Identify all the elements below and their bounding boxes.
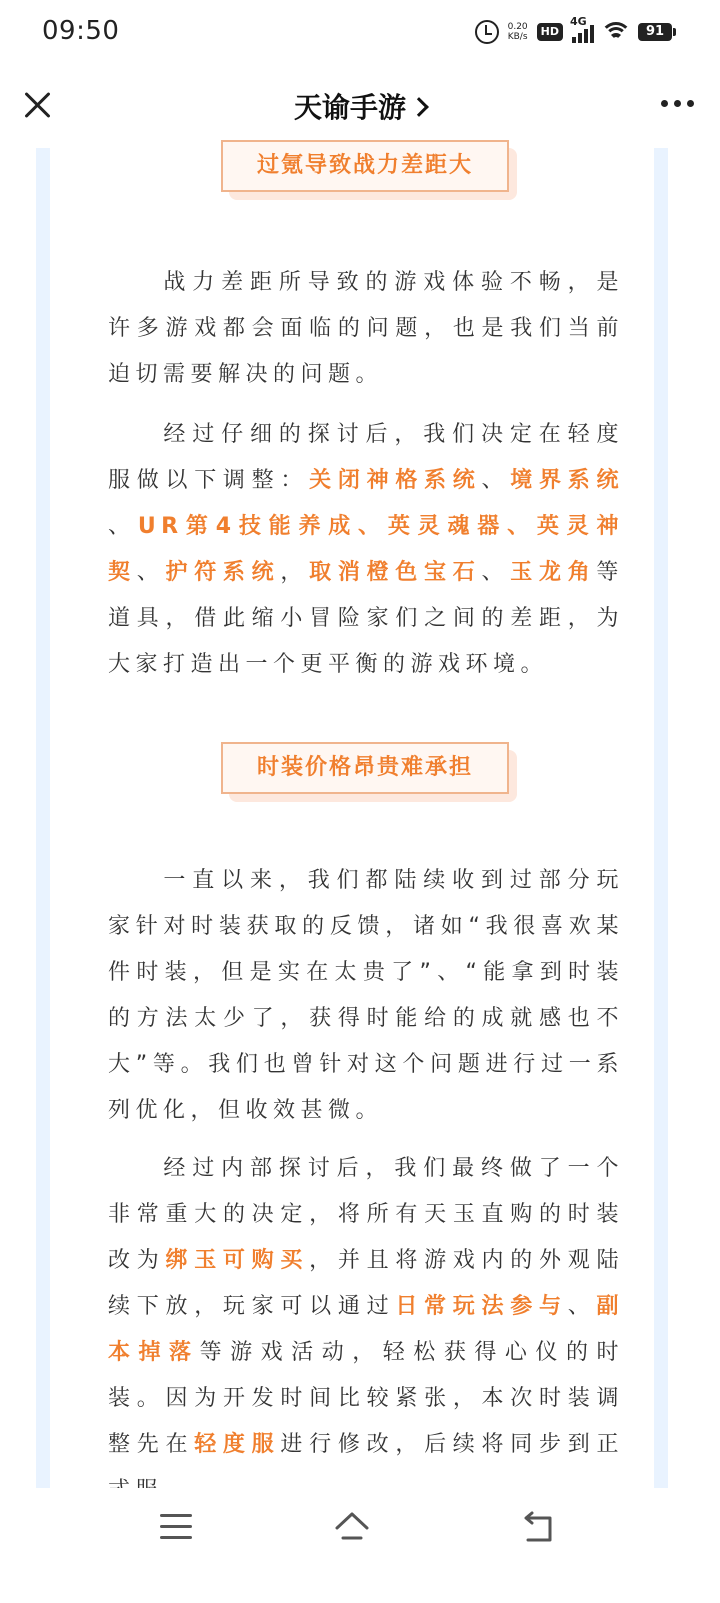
text-run: 一直以来，我们都陆续收到过部分玩家针对时装获取的反馈，诸如“我很喜欢某件时装，但是实在太贵了”、“能拿到时装的方法太少了，获得时能给的成就感也不大”等。我们也曾针对这个问题进行过一系列优化，但收效甚微。 (108, 868, 624, 1123)
text-run: 、 (108, 514, 138, 539)
net-speed-value: 0.20 (507, 22, 528, 32)
page-title[interactable]: 天谕手游 (293, 91, 406, 124)
highlight-run: 副本掉落 (108, 1294, 624, 1365)
section-heading-1 (221, 140, 509, 192)
status-time: 09:50 (42, 16, 120, 46)
article-body (50, 148, 654, 1488)
highlight-run: 关闭神格系统 (309, 468, 482, 493)
highlight-run: 护符系统 (165, 560, 281, 585)
highlight-run: 玉龙角 (510, 560, 597, 585)
battery-icon: 91 (638, 23, 672, 41)
status-icons (475, 15, 672, 46)
highlight-run: UR第4技能养成、英灵魂器、英灵神契 (108, 514, 624, 585)
menu-icon[interactable] (160, 1514, 192, 1540)
highlight-run: 取消橙色宝石 (309, 560, 482, 585)
text-run: 、 (481, 560, 511, 585)
text-run: 、 (567, 1294, 597, 1319)
alarm-icon (475, 20, 499, 44)
article-frame (36, 148, 668, 1488)
paragraph-1 (108, 260, 624, 398)
section-heading-text: 过氪导致战力差距大 (221, 140, 509, 192)
title-wrap[interactable] (0, 86, 720, 126)
text-run: ，并且将游戏内的外观陆续下放，玩家可以通过 (108, 1248, 624, 1319)
text-run: ， (280, 560, 310, 585)
highlight-run: 轻度服 (194, 1432, 281, 1457)
text-run: 、 (136, 560, 166, 585)
net-speed (508, 22, 528, 42)
text-run: 经过仔细的探讨后，我们决定在轻度服做以下调整： (108, 422, 624, 493)
paragraph-3 (108, 858, 624, 1134)
highlight-run: 绑玉可购买 (165, 1248, 310, 1273)
text-run: 战力差距所导致的游戏体验不畅，是许多游戏都会面临的问题，也是我们当前迫切需要解决的问题。 (108, 270, 624, 387)
status-bar (0, 0, 720, 64)
text-run: 等道具，借此缩小冒险家们之间的差距，为大家打造出一个更平衡的游戏环境。 (108, 560, 624, 677)
hd-badge: HD (537, 23, 563, 41)
more-icon[interactable] (661, 100, 694, 107)
text-run: 经过内部探讨后，我们最终做了一个非常重大的决定，将所有天玉直购的时装改为 (108, 1156, 624, 1273)
paragraph-4 (108, 1146, 624, 1514)
chevron-right-icon[interactable] (409, 97, 429, 117)
home-icon[interactable] (334, 1510, 370, 1544)
wifi-icon (603, 22, 629, 42)
text-run: 、 (481, 468, 511, 493)
highlight-run: 日常玩法参与 (395, 1294, 568, 1319)
network-type: 4G (570, 15, 587, 28)
back-icon[interactable] (520, 1510, 556, 1544)
text-run: 进行修改，后续将同步到正 (280, 1432, 624, 1457)
section-heading-text: 时装价格昂贵难承担 (221, 742, 509, 794)
net-speed-unit: KB/s (507, 32, 528, 42)
signal-icon (570, 15, 594, 43)
title-bar (0, 64, 720, 148)
section-heading-2 (221, 742, 509, 794)
highlight-run: 境界系统 (510, 468, 624, 493)
text-run: 等游戏活动，轻松获得心仪的时装。因为开发时间比较紧张，本次时装调整先在 (108, 1340, 624, 1457)
paragraph-2 (108, 412, 624, 688)
bottom-nav (0, 1488, 720, 1603)
